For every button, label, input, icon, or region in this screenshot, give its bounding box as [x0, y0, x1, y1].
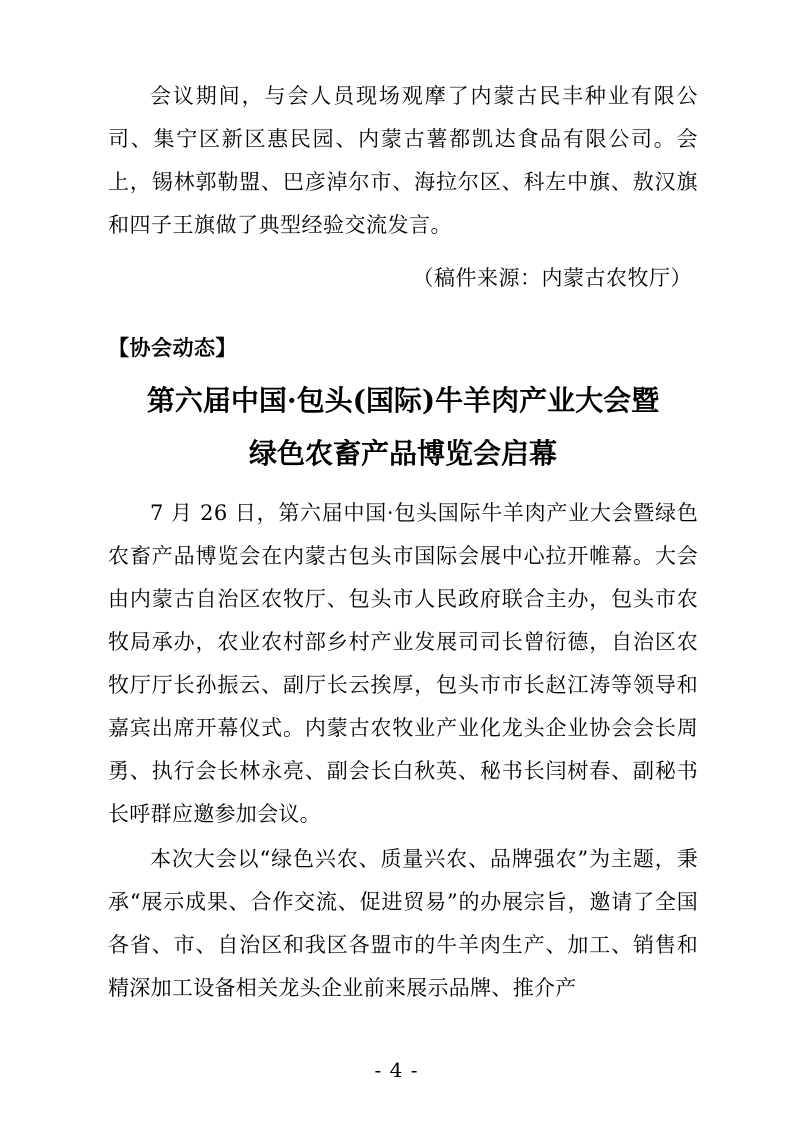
headline-line-2: 绿色农畜产品博览会启幕	[248, 437, 557, 470]
article-paragraph-1: 7 月 26 日，第六届中国·包头国际牛羊肉产业大会暨绿色农畜产品博览会在内蒙古包头市国际会展中心拉开帷幕。大会由内蒙古自治区农牧厅、包头市人民政府联合主办，包头市农牧局承办，农业农村部乡村产业发展司司长曾衍德，自治区农牧厅厅长孙振云、副厅长云挨厚，包头市市长赵江涛等领导和嘉宾出席开幕仪式。内蒙古农牧业产业化龙头企业协会会长周勇、执行会长林永亮、副会长白秋英、秘书长闫树春、副秘书长呼群应邀参加会议。	[108, 501, 698, 826]
section-tag-association-news: 【协会动态】	[108, 335, 237, 360]
source-attribution: （稿件来源：内蒙古农牧厅）	[412, 266, 692, 290]
article-headline	[108, 374, 698, 480]
paragraph-meeting-observation: 会议期间，与会人员现场观摩了内蒙古民丰种业有限公司、集宁区新区惠民园、内蒙古薯都凯达食品有限公司。会上，锡林郭勒盟、巴彦淖尔市、海拉尔区、科左中旗、敖汉旗和四子王旗做了典型经验交流发言。	[108, 84, 698, 237]
article-paragraph-2: 本次大会以“绿色兴农、质量兴农、品牌强农”为主题，秉承“展示成果、合作交流、促进贸易”的办展宗旨，邀请了全国各省、市、自治区和我区各盟市的牛羊肉生产、加工、销售和精深加工设备相关龙头企业前来展示品牌、推介产	[108, 847, 698, 1000]
headline-line-1: 第六届中国·包头(国际)牛羊肉产业大会暨	[146, 384, 660, 417]
page-number: - 4 -	[374, 1058, 419, 1082]
